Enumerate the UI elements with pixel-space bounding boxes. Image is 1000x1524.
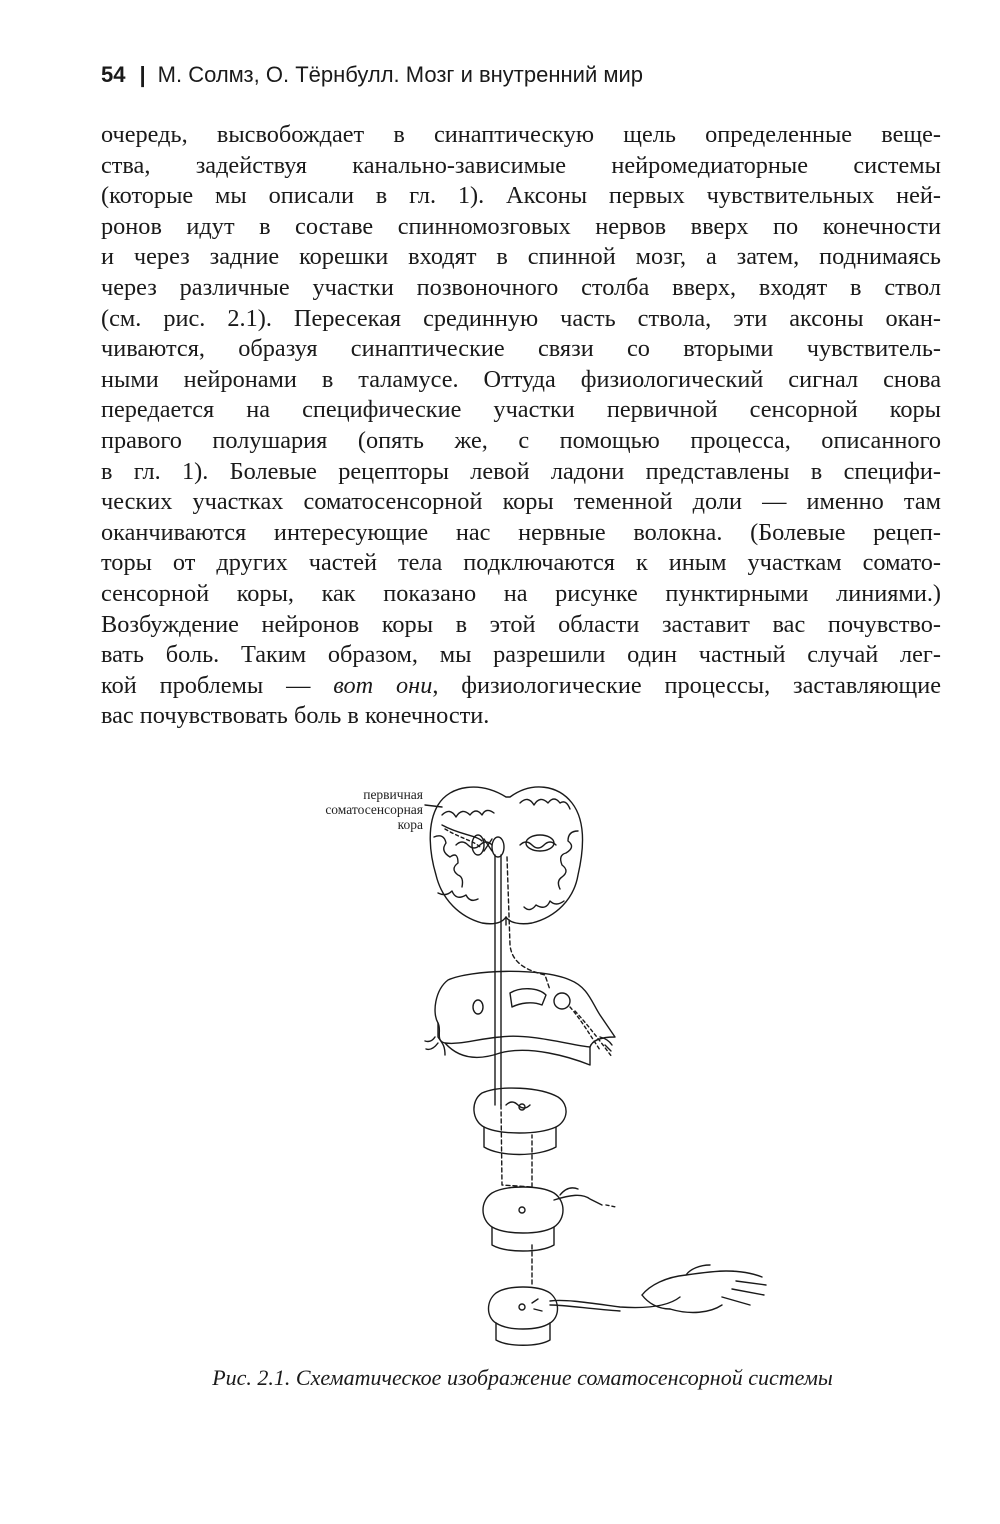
label-pointer <box>425 805 442 807</box>
text-line: (которые мы описали в гл. 1). Аксоны первых чувствительных ней- <box>101 182 941 210</box>
thoracic-cord-section <box>483 1187 616 1251</box>
cervical-cord-section <box>474 1088 566 1187</box>
text-line: очередь, высвобождает в синаптическую щель определенные веще- <box>101 121 941 148</box>
somatosensory-figure <box>270 775 790 1360</box>
text-line: оканчиваются интересующие нас нервные волокна. (Болевые рецеп- <box>101 518 941 546</box>
figure-label-line: кора <box>397 817 423 832</box>
figure-label-line: соматосенсорная <box>325 802 423 817</box>
page-number: 54 <box>101 62 126 87</box>
running-header <box>101 58 941 92</box>
somatosensory-diagram <box>270 775 790 1360</box>
pathway-dashed <box>501 1105 532 1187</box>
text-line <box>101 671 941 702</box>
medulla-section <box>425 971 615 1065</box>
text-line: ными нейронами в таламусе. Оттуда физиологический сигнал снова <box>101 365 941 393</box>
header-separator: | <box>139 62 146 87</box>
text-line: правого полушария (опять же, с помощью процесса, описанного <box>101 426 941 454</box>
lumbar-cord-section <box>489 1245 681 1345</box>
text-line: вас почувствовать боль в конечности. <box>101 702 490 730</box>
text-line: чиваются, образуя синаптические связи со вторыми чувствитель- <box>101 335 941 363</box>
text-line: ческих участках соматосенсорной коры теменной доли — именно там <box>101 488 941 516</box>
text-line: ства, задействуя канально-зависимые нейромедиаторные системы <box>101 151 941 179</box>
text-line: вать боль. Таким образом, мы разрешили один частный случай лег- <box>101 641 941 669</box>
text-line: Возбуждение нейронов коры в этой области заставит вас почувство- <box>101 610 941 638</box>
text-line: ронов идут в составе спинномозговых нервов вверх по конечности <box>101 212 941 240</box>
text-run: кой проблемы — <box>101 671 334 699</box>
text-line: (см. рис. 2.1). Пересекая срединную часть ствола, эти аксоны окан- <box>101 304 941 332</box>
text-line: в гл. 1). Болевые рецепторы левой ладони представлены в специфи- <box>101 457 941 485</box>
body-paragraph <box>101 120 941 732</box>
text-line: торы от других частей тела подключаются к иным участкам сомато- <box>101 549 941 577</box>
text-line: через различные участки позвоночного столба вверх, входят в ствол <box>101 273 941 301</box>
running-title: М. Солмз, О. Тёрнбулл. Мозг и внутренний мир <box>157 62 643 87</box>
text-run: , физиологические процессы, заставляющие <box>432 671 941 699</box>
text-line: передается на специфические участки первичной сенсорной коры <box>101 396 941 424</box>
text-line: и через задние корешки входят в спинной мозг, а затем, поднимаясь <box>101 243 941 271</box>
italic-emphasis: вот они <box>333 671 433 699</box>
figure-label-line: первичная <box>363 787 423 802</box>
brain-section <box>430 787 582 925</box>
text-line: сенсорной коры, как показано на рисунке пунктирными линиями.) <box>101 579 941 607</box>
figure-caption: Рис. 2.1. Схематическое изображение соматосенсорной системы <box>212 1365 833 1390</box>
